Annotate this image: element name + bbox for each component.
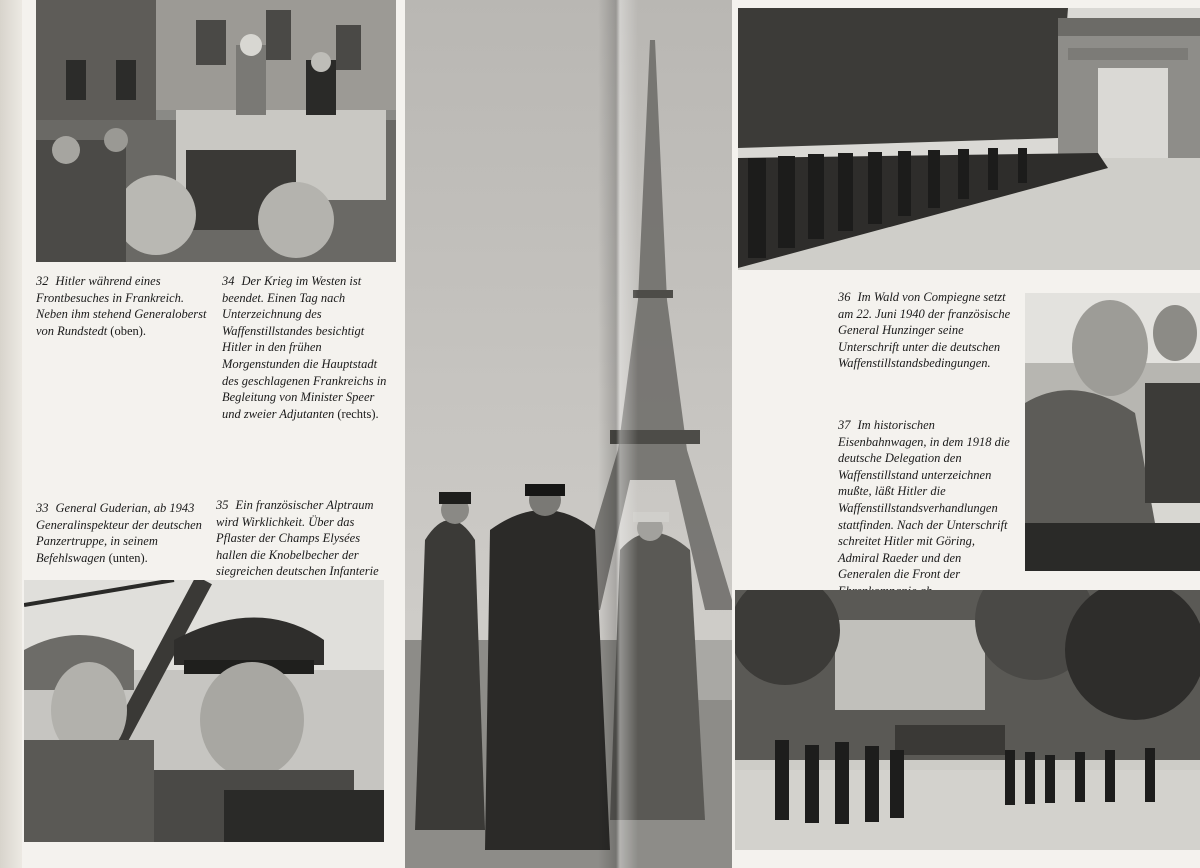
page-edge: [0, 0, 22, 868]
caption-34: [222, 273, 394, 422]
caption-number: 37: [838, 418, 851, 432]
caption-37: [838, 417, 1014, 600]
caption-text: Hitler während eines Frontbesuches in Frankreich. Neben ihm stehend Generaloberst von Rundstedt: [36, 274, 207, 338]
caption-33: [36, 500, 206, 566]
caption-suffix: (oben).: [110, 323, 147, 338]
caption-number: 33: [36, 501, 49, 515]
caption-text: Der Krieg im Westen ist beendet. Einen Tag nach Unterzeichnung des Waffenstillstandes besichtigt Hitler in den frühen Morgenstunden die Hauptstadt des geschlagenen Frankreichs in Begleitung von Minister Speer und zweier Adjutanten: [222, 274, 387, 421]
caption-suffix: (unten).: [108, 550, 148, 565]
photo-eiffel-tower: [405, 0, 732, 868]
photo-signing: [1025, 293, 1200, 571]
photo-champs-elysees: [738, 8, 1200, 270]
photo-honour-guard: [735, 590, 1200, 850]
caption-36: [838, 289, 1014, 372]
caption-32: [36, 273, 208, 339]
caption-number: 34: [222, 274, 235, 288]
photo-guderian: [24, 580, 384, 842]
caption-text: Im Wald von Compiegne setzt am 22. Juni 1940 der französische General Hunzinger seine Unterschrift unter die deutschen Waffenstillstandsbedingungen.: [838, 290, 1011, 371]
caption-text: Ein französischer Alptraum wird Wirklichkeit. Über das Pflaster der Champs Elysées hallen die Knobelbecher der siegreichen deutschen Infanterie: [216, 498, 379, 579]
caption-number: 32: [36, 274, 49, 288]
caption-suffix: (rechts).: [337, 406, 379, 421]
caption-text: General Guderian, ab 1943 Generalinspekteur der deutschen Panzertruppe, in seinem Befehlswagen: [36, 501, 202, 565]
caption-number: 35: [216, 498, 229, 512]
caption-number: 36: [838, 290, 851, 304]
photo-hitler-car: [36, 0, 396, 262]
caption-text: Im historischen Eisenbahnwagen, in dem 1918 die deutsche Delegation den Waffenstillstand unterzeichnen mußte, läßt Hitler die Waffenstillstandsverhandlungen stattfinden. Nach der Unterschrift schreitet Hitler mit Göring, Admiral Raeder und den Generalen die Front der: [838, 418, 1010, 582]
